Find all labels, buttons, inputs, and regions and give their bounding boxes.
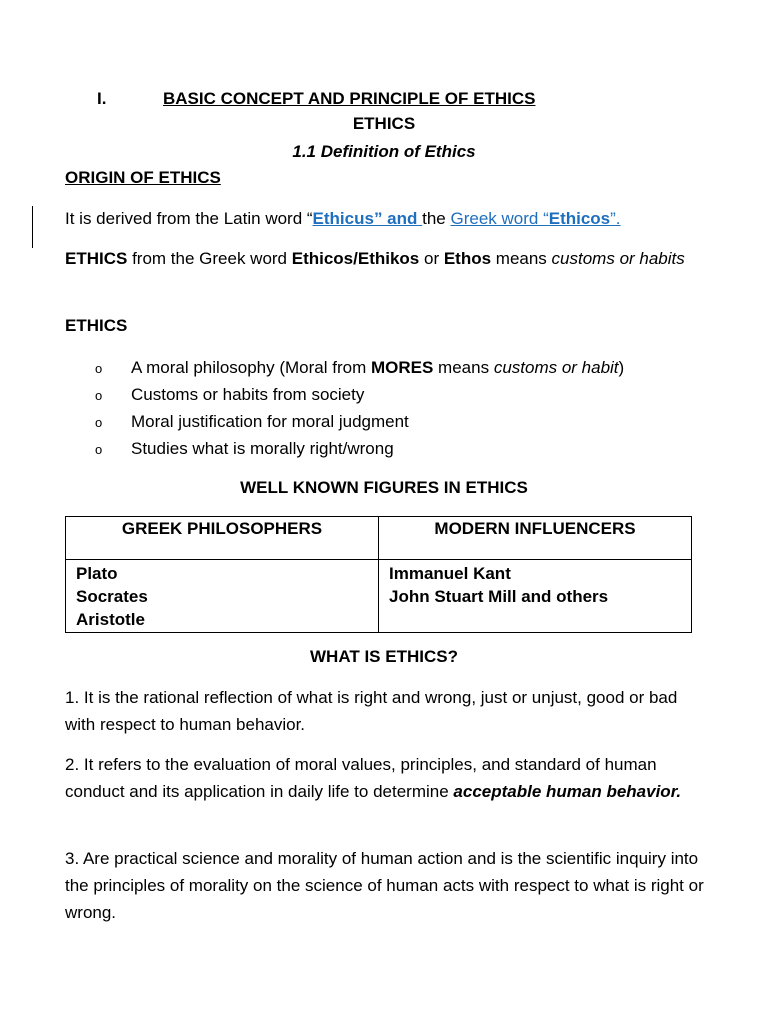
influencer-name: Immanuel Kant [389,564,511,583]
philosopher-name: Plato [76,564,118,583]
what-is-heading: WHAT IS ETHICS? [310,647,458,666]
bullet-marker: o [95,415,103,430]
item3-text: Moral justification for moral judgment [131,412,409,431]
ethics-list-heading: ETHICS [65,316,128,335]
table-row [66,560,692,633]
origin-paragraph [65,208,621,230]
definition-text-2: or [419,249,444,268]
greek-word-link[interactable] [450,209,620,228]
item1-bold: MORES [370,358,434,377]
text-cursor [32,206,33,248]
greek-philosophers-cell [66,560,379,633]
section-title: 1.1 Definition of Ethics [292,142,476,161]
influencer-name: John Stuart Mill and others [389,587,609,606]
what-is-point-2 [65,751,705,805]
item1-after: ) [618,358,625,377]
point-3-text: 3. Are practical science and morality of human action and is the scientific inquiry into the principles of morality on the science of human acts with respect to what is right or wrong. [65,849,704,922]
greek-word-bold: Ethicos [548,209,611,228]
main-heading: BASIC CONCEPT AND PRINCIPLE OF ETHICS [163,89,536,108]
item2-text: Customs or habits from society [131,385,365,404]
definition-term: ETHICS [65,249,128,268]
list-item [95,408,624,435]
item1-middle: means [433,358,494,377]
subheading-ethics: ETHICS [352,114,416,133]
item1-text: A moral philosophy (Moral from [131,358,371,377]
what-is-point-1 [65,684,705,738]
what-is-point-3 [65,845,705,926]
figures-heading: WELL KNOWN FIGURES IN ETHICS [240,478,528,497]
bullet-marker: o [95,442,103,457]
item1-italic: customs or habit [493,358,619,377]
column-header-greek: GREEK PHILOSOPHERS [66,517,379,560]
greek-word-suffix: ”. [610,209,621,228]
bullet-marker: o [95,361,103,376]
point-2-emphasis: acceptable human behavior. [453,782,682,801]
modern-influencers-cell [379,560,692,633]
origin-text-middle: the [422,209,451,228]
point-2-text: 2. It refers to the evaluation of moral values, principles, and standard of human conduct and its application in daily life to determine [65,755,657,801]
ethics-bullet-list [95,354,624,462]
origin-heading: ORIGIN OF ETHICS [65,168,221,187]
philosopher-name: Aristotle [76,610,145,629]
definition-word-2: Ethos [443,249,492,268]
list-item [95,354,624,381]
greek-definition-paragraph [65,245,705,272]
list-item [95,435,624,462]
philosopher-name: Socrates [76,587,148,606]
heading-number: I. [97,89,107,108]
greek-word-prefix: Greek word “ [450,209,549,228]
item4-text: Studies what is morally right/wrong [131,439,394,458]
definition-words-1: Ethicos/Ethikos [291,249,420,268]
latin-word-link[interactable]: Ethicus” and [312,209,423,228]
definition-meaning: customs or habits [551,249,685,268]
bullet-marker: o [95,388,103,403]
origin-text-before: It is derived from the Latin word “ [65,209,313,228]
definition-text-1: from the Greek word [127,249,292,268]
point-1-text: 1. It is the rational reflection of what is right and wrong, just or unjust, good or bad with respect to human behavior. [65,688,678,734]
list-item [95,381,624,408]
table-header-row [66,517,692,560]
column-header-modern: MODERN INFLUENCERS [379,517,692,560]
figures-table [65,516,692,633]
definition-text-3: means [491,249,552,268]
